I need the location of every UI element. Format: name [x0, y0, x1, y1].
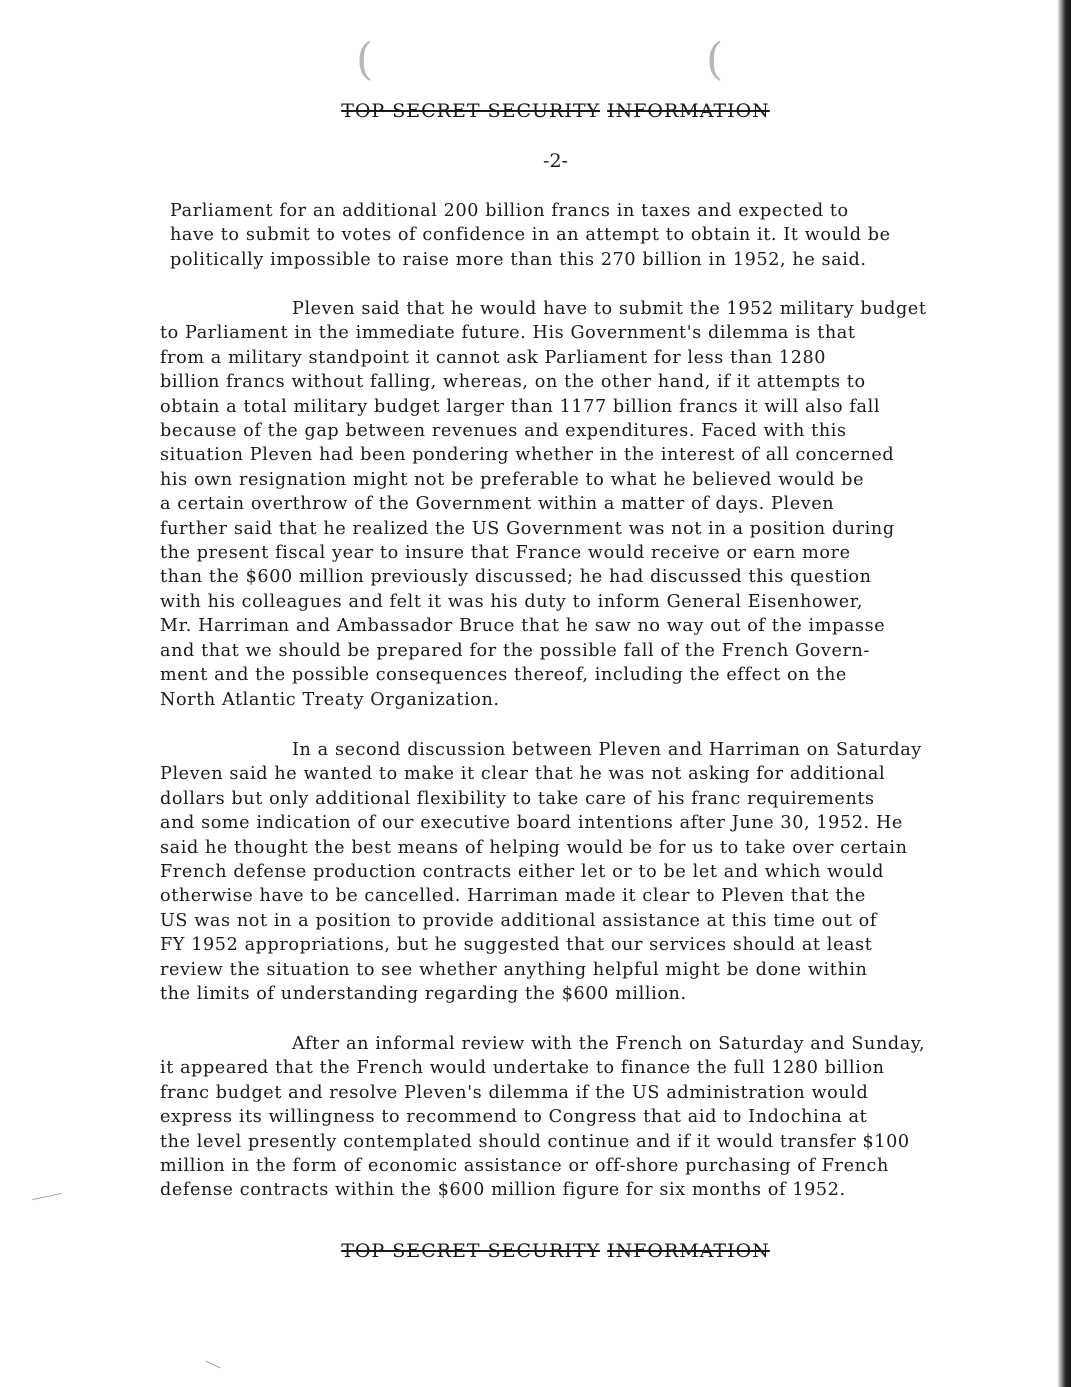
text-line: with his colleagues and felt it was his duty to inform General Eisenhower, — [160, 591, 864, 612]
text-line: French defense production contracts either let or to be let and which would — [160, 862, 885, 883]
text-line: and that we should be prepared for the possible fall of the French Govern- — [160, 640, 870, 661]
text-line: situation Pleven had been pondering whether in the interest of all concerned — [160, 445, 895, 466]
text-line: from a military standpoint it cannot ask Parliament for less than 1280 — [160, 347, 827, 368]
text-line: otherwise have to be cancelled. Harriman made it clear to Pleven that the — [160, 886, 866, 907]
stray-pen-mark — [206, 1361, 221, 1369]
page-number: -2- — [543, 150, 568, 172]
header-classification — [0, 100, 1071, 122]
footer-classification-struck: TOP SECRET SECURITY — [341, 1240, 601, 1262]
text-line: US was not in a position to provide additional assistance at this time out of — [160, 910, 877, 931]
text-line: After an informal review with the French on Saturday and Sunday, — [292, 1034, 926, 1054]
text-line: have to submit to votes of confidence in an attempt to obtain it. It would be — [170, 225, 891, 246]
text-line: his own resignation might not be preferable to what he believed would be — [160, 469, 865, 490]
text-line: politically impossible to raise more than this 270 billion in 1952, he said. — [170, 249, 867, 270]
text-line: billion francs without falling, whereas, on the other hand, if it attempts to — [160, 372, 866, 393]
stray-pen-mark — [32, 1193, 62, 1200]
text-line: the level presently contemplated should continue and if it would transfer $100 — [160, 1131, 910, 1152]
text-line: said he thought the best means of helping would be for us to take over certain — [160, 837, 908, 858]
text-line: North Atlantic Treaty Organization. — [160, 689, 500, 710]
text-line: Parliament for an additional 200 billion francs in taxes and expected to — [170, 201, 849, 221]
punch-hole-mark-left: ( — [356, 34, 374, 85]
text-line: Pleven said that he would have to submit the 1952 military budget — [292, 299, 927, 319]
footer-classification — [0, 1240, 1071, 1262]
text-line: a certain overthrow of the Government within a matter of days. Pleven — [160, 494, 835, 515]
header-classification-struck: TOP SECRET SECURITY — [341, 100, 601, 122]
text-line: dollars but only additional flexibility to take care of his franc requirements — [160, 788, 875, 809]
text-line: than the $600 million previously discussed; he had discussed this question — [160, 567, 872, 588]
header-classification-kept: INFORMATION — [607, 100, 770, 122]
paragraph-3 — [160, 738, 1000, 1006]
page-edge-shadow — [1057, 0, 1071, 1387]
punch-hole-mark-right: ( — [706, 34, 724, 85]
text-line: express its willingness to recommend to Congress that aid to Indochina at — [160, 1107, 868, 1128]
text-line: it appeared that the French would undertake to finance the full 1280 billion — [160, 1058, 885, 1079]
paragraph-4 — [160, 1032, 1000, 1203]
text-line: to Parliament in the immediate future. His Government's dilemma is that — [160, 323, 856, 344]
text-line: Pleven said he wanted to make it clear that he was not asking for additional — [160, 764, 886, 785]
text-line: further said that he realized the US Government was not in a position during — [160, 518, 895, 539]
text-line: Mr. Harriman and Ambassador Bruce that he saw no way out of the impasse — [160, 616, 886, 637]
paragraph-2 — [160, 297, 1000, 712]
text-line: review the situation to see whether anything helpful might be done within — [160, 959, 868, 980]
text-line: In a second discussion between Pleven and Harriman on Saturday — [292, 740, 922, 760]
text-line: the limits of understanding regarding the $600 million. — [160, 984, 687, 1005]
footer-classification-kept: INFORMATION — [607, 1240, 770, 1262]
text-line: obtain a total military budget larger than 1177 billion francs it will also fall — [160, 396, 881, 417]
text-line: ment and the possible consequences thereof, including the effect on the — [160, 665, 847, 686]
text-line: FY 1952 appropriations, but he suggested that our services should at least — [160, 935, 873, 956]
text-line: because of the gap between revenues and expenditures. Faced with this — [160, 421, 847, 442]
text-line: million in the form of economic assistance or off-shore purchasing of French — [160, 1156, 889, 1177]
paragraph-1 — [160, 199, 1000, 272]
text-line: defense contracts within the $600 million figure for six months of 1952. — [160, 1180, 846, 1201]
text-line: franc budget and resolve Pleven's dilemma if the US administration would — [160, 1082, 869, 1103]
text-line: and some indication of our executive board intentions after June 30, 1952. He — [160, 813, 903, 834]
text-line: the present fiscal year to insure that France would receive or earn more — [160, 543, 851, 564]
